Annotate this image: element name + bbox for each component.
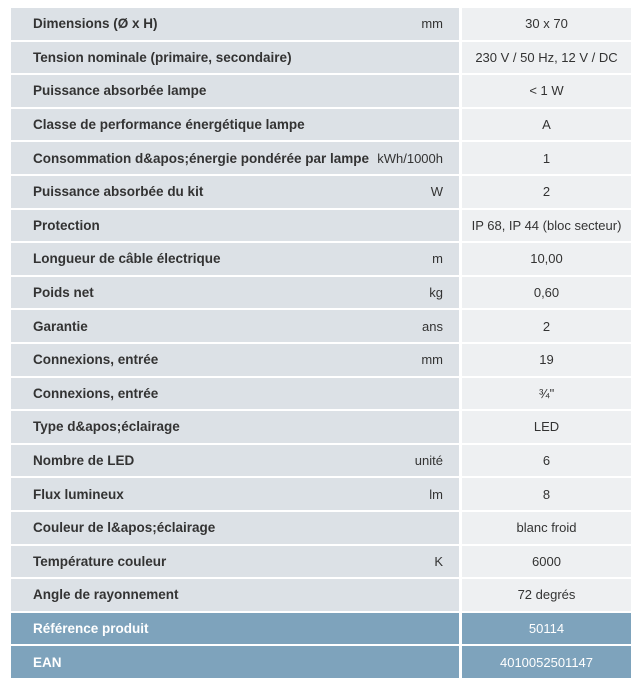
spec-value: 6000 xyxy=(462,546,631,578)
spec-label-cell xyxy=(11,277,459,309)
spec-row xyxy=(11,478,631,510)
spec-value: 6 xyxy=(462,445,631,477)
spec-label-cell xyxy=(11,344,459,376)
spec-value: A xyxy=(462,109,631,141)
spec-label-cell xyxy=(11,142,459,174)
spec-row xyxy=(11,8,631,40)
spec-unit: lm xyxy=(429,486,443,502)
spec-label: Consommation d&apos;énergie pondérée par lampe xyxy=(33,150,370,166)
spec-label-cell xyxy=(11,378,459,410)
spec-label: Poids net xyxy=(33,285,94,301)
spec-unit: kWh/1000h xyxy=(377,150,443,166)
spec-row xyxy=(11,546,631,578)
spec-value: LED xyxy=(462,411,631,443)
spec-label-cell xyxy=(11,512,459,544)
spec-label: Tension nominale (primaire, secondaire) xyxy=(33,49,292,65)
spec-label-cell xyxy=(11,579,459,611)
spec-row xyxy=(11,411,631,443)
spec-label-cell xyxy=(11,210,459,242)
spec-value: 8 xyxy=(462,478,631,510)
spec-row xyxy=(11,579,631,611)
spec-row xyxy=(11,277,631,309)
spec-row xyxy=(11,243,631,275)
spec-value: 19 xyxy=(462,344,631,376)
spec-value: < 1 W xyxy=(462,75,631,107)
spec-row xyxy=(11,75,631,107)
ean-row xyxy=(11,646,631,678)
spec-value: IP 68, IP 44 (bloc secteur) xyxy=(462,210,631,242)
spec-value: 30 x 70 xyxy=(462,8,631,40)
spec-unit: m xyxy=(432,251,443,267)
spec-label: Connexions, entrée xyxy=(33,385,159,401)
spec-label: Dimensions (Ø x H) xyxy=(33,16,158,32)
spec-label-cell xyxy=(11,75,459,107)
spec-row xyxy=(11,142,631,174)
product-reference-label-cell xyxy=(11,613,459,645)
spec-unit: mm xyxy=(421,16,443,32)
spec-label-cell xyxy=(11,8,459,40)
spec-label: Puissance absorbée du kit xyxy=(33,184,204,200)
spec-row xyxy=(11,42,631,74)
spec-value: 2 xyxy=(462,310,631,342)
spec-row xyxy=(11,344,631,376)
spec-row xyxy=(11,210,631,242)
spec-row xyxy=(11,310,631,342)
spec-value: 2 xyxy=(462,176,631,208)
spec-unit: kg xyxy=(429,285,443,301)
spec-value: 230 V / 50 Hz, 12 V / DC xyxy=(462,42,631,74)
spec-value: 10,00 xyxy=(462,243,631,275)
ean-label-cell xyxy=(11,646,459,678)
spec-label: Longueur de câble électrique xyxy=(33,251,221,267)
product-reference-label: Référence produit xyxy=(33,620,149,636)
spec-unit: W xyxy=(430,184,443,200)
spec-row xyxy=(11,512,631,544)
spec-label-cell xyxy=(11,546,459,578)
spec-row xyxy=(11,109,631,141)
spec-label-cell xyxy=(11,411,459,443)
spec-table xyxy=(11,8,631,680)
spec-label: Nombre de LED xyxy=(33,453,135,469)
spec-label: Connexions, entrée xyxy=(33,352,159,368)
spec-unit: ans xyxy=(422,318,443,334)
spec-value: blanc froid xyxy=(462,512,631,544)
spec-unit: K xyxy=(434,553,443,569)
spec-value: 72 degrés xyxy=(462,579,631,611)
spec-unit: unité xyxy=(414,453,443,469)
spec-label-cell xyxy=(11,445,459,477)
spec-label: Protection xyxy=(33,217,100,233)
ean-label: EAN xyxy=(33,654,62,670)
spec-label: Température couleur xyxy=(33,553,167,569)
spec-label-cell xyxy=(11,109,459,141)
ean-value: 4010052501147 xyxy=(462,646,631,678)
spec-label-cell xyxy=(11,310,459,342)
spec-label-cell xyxy=(11,42,459,74)
spec-label: Garantie xyxy=(33,318,88,334)
spec-label-cell xyxy=(11,478,459,510)
spec-value: 1 xyxy=(462,142,631,174)
product-reference-row xyxy=(11,613,631,645)
spec-row xyxy=(11,445,631,477)
spec-label: Flux lumineux xyxy=(33,486,124,502)
spec-label-cell xyxy=(11,243,459,275)
product-reference-value: 50114 xyxy=(462,613,631,645)
spec-label: Couleur de l&apos;éclairage xyxy=(33,520,216,536)
spec-value: ¾" xyxy=(462,378,631,410)
spec-value: 0,60 xyxy=(462,277,631,309)
spec-row xyxy=(11,176,631,208)
spec-label-cell xyxy=(11,176,459,208)
spec-unit: mm xyxy=(421,352,443,368)
spec-label: Angle de rayonnement xyxy=(33,587,179,603)
spec-label: Type d&apos;éclairage xyxy=(33,419,180,435)
spec-label: Classe de performance énergétique lampe xyxy=(33,117,305,133)
spec-label: Puissance absorbée lampe xyxy=(33,83,207,99)
spec-row xyxy=(11,378,631,410)
